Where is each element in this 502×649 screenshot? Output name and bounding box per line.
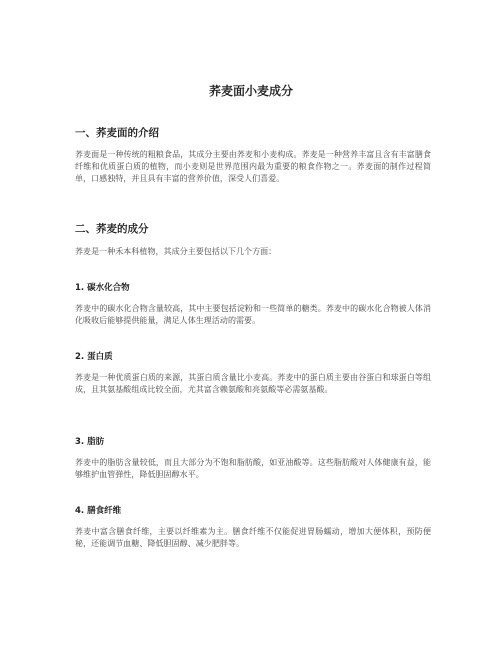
document-title: 荞麦面小麦成分 <box>208 84 293 98</box>
subheading-dietary-fiber: 4. 膳食纤维 <box>75 506 122 516</box>
subheading-protein: 2. 蛋白质 <box>75 352 113 362</box>
paragraph-fat: 荞麦中的脂肪含量较低，而且大部分为不饱和脂肪酸，如亚油酸等。这些脂肪酸对人体健康有益，能够维护血管弹性，降低胆固醇水平。 <box>75 458 431 480</box>
subheading-carbohydrates: 1. 碳水化合物 <box>75 283 130 293</box>
section-intro-paragraph: 荞麦面是一种传统的粗粮食品，其成分主要由荞麦和小麦构成。荞麦是一种营养丰富且含有丰富膳食纤维和优质蛋白质的植物，而小麦则是世界范围内最为重要的粮食作物之一。荞麦面的制作过程简单，口感独特，并且具有丰富的营养价值，深受人们喜爱。 <box>75 150 431 184</box>
subheading-fat: 3. 脂肪 <box>75 437 105 447</box>
section-heading-intro: 一、荞麦面的介绍 <box>75 127 159 139</box>
paragraph-carbohydrates: 荞麦中的碳水化合物含量较高，其中主要包括淀粉和一些简单的糖类。荞麦中的碳水化合物被人体消化吸收后能够提供能量，满足人体生理活动的需要。 <box>75 304 431 326</box>
paragraph-dietary-fiber: 荞麦中富含膳食纤维，主要以纤维素为主。膳食纤维不仅能促进胃肠蠕动，增加大便体积，预防便秘，还能调节血糖、降低胆固醇、减少肥胖等。 <box>75 527 431 549</box>
section-heading-composition: 二、荞麦的成分 <box>75 223 149 235</box>
paragraph-protein: 荞麦是一种优质蛋白质的来源，其蛋白质含量比小麦高。荞麦中的蛋白质主要由谷蛋白和球蛋白等组成，且其氨基酸组成比较全面，尤其富含赖氨酸和亮氨酸等必需氨基酸。 <box>75 373 431 395</box>
composition-intro-paragraph: 荞麦是一种禾本科植物，其成分主要包括以下几个方面： <box>75 247 277 256</box>
